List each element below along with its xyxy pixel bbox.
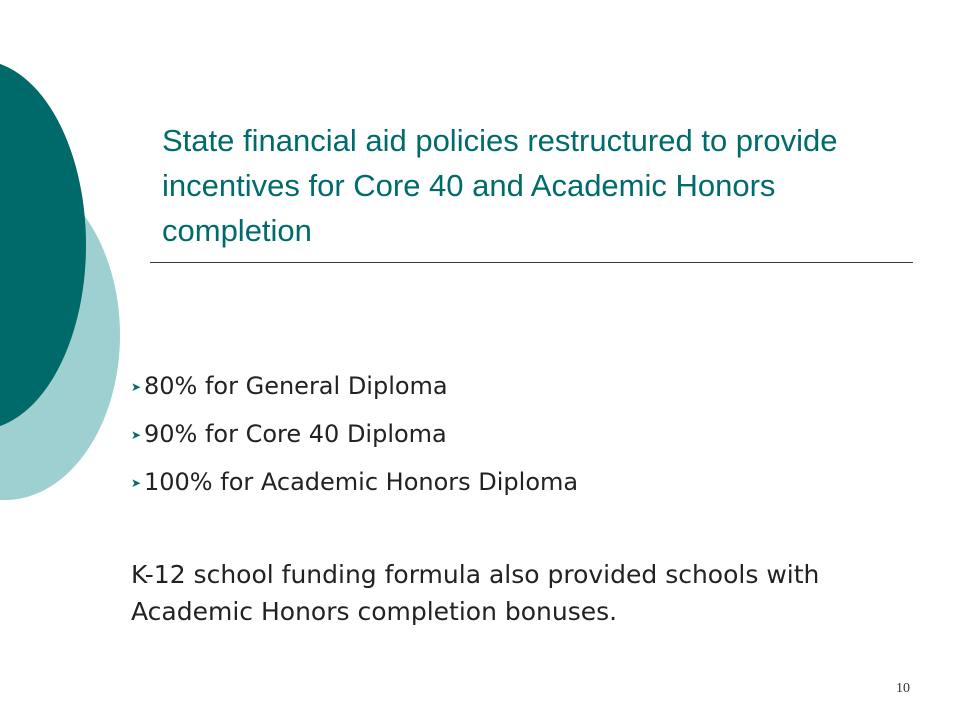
title-divider — [150, 262, 913, 263]
bullet-text: 90% for Core 40 Diploma — [144, 420, 447, 448]
bullet-text: 100% for Academic Honors Diploma — [144, 468, 579, 496]
bullet-item — [131, 410, 578, 458]
page-number: 10 — [896, 681, 910, 696]
slide-title: State financial aid policies restructured to provide incentives for Core 40 and Academic Honors completion — [162, 123, 838, 248]
bullet-list — [131, 362, 578, 506]
bullet-item — [131, 362, 578, 410]
body-paragraph: K-12 school funding formula also provided schools with Academic Honors completion bonuses. — [131, 560, 820, 626]
bullet-text: 80% for General Diploma — [144, 372, 448, 400]
triangle-right-icon: ➤ — [131, 428, 142, 442]
triangle-right-icon: ➤ — [131, 476, 142, 490]
triangle-right-icon: ➤ — [131, 380, 142, 394]
bullet-item — [131, 458, 578, 506]
